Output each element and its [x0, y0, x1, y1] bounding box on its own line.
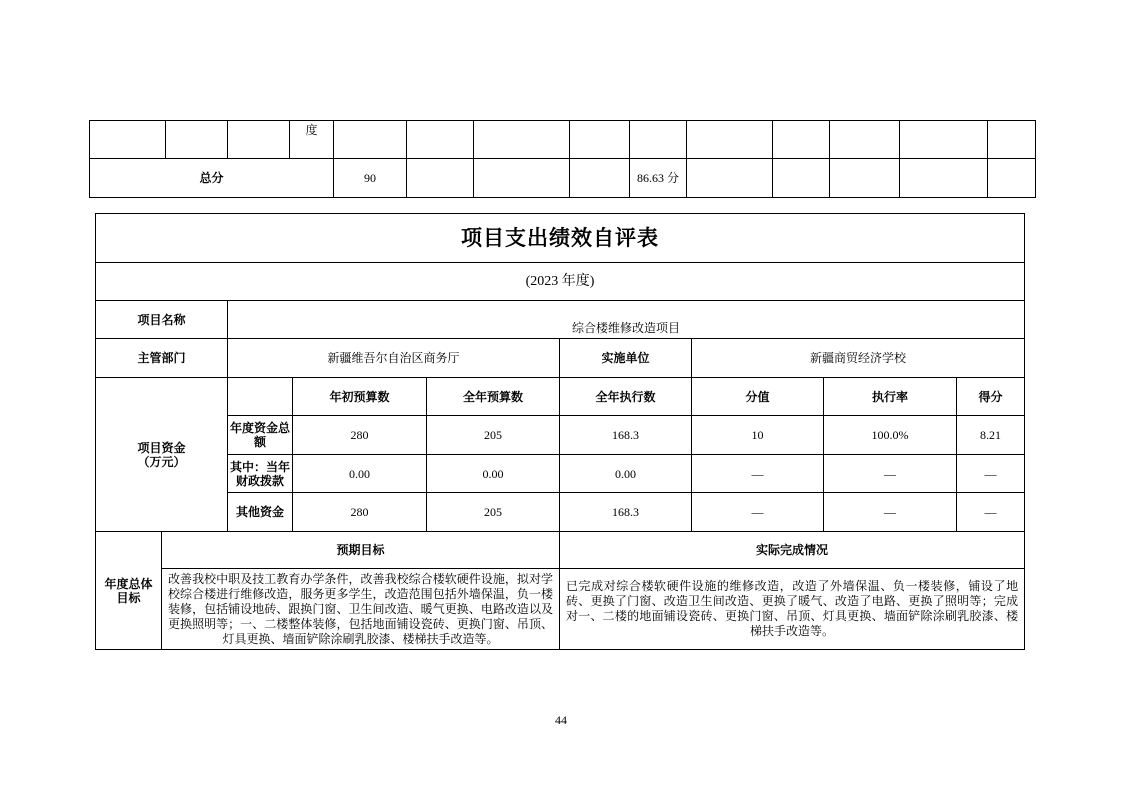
cell-value: 205 [427, 416, 560, 455]
row-label: 其中：当年财政拨款 [228, 455, 293, 493]
total-weight: 90 [334, 159, 407, 198]
dept-label: 主管部门 [96, 339, 228, 378]
cell-value: — [957, 493, 1025, 532]
funds-row [96, 416, 1025, 455]
cell-value: — [692, 493, 824, 532]
cell-value: 168.3 [560, 416, 692, 455]
total-score: 86.63 分 [630, 159, 687, 198]
actual-completion-header: 实际完成情况 [560, 532, 1025, 569]
row-label: 年度资金总额 [228, 416, 293, 455]
page-number: 44 [555, 713, 567, 727]
total-label: 总分 [90, 159, 334, 198]
cell-text: 度 [290, 121, 334, 159]
dept-value: 新疆维吾尔自治区商务厅 [228, 339, 560, 378]
cell-value: 205 [427, 493, 560, 532]
funds-header-row [96, 378, 1025, 416]
header-cell: 执行率 [824, 378, 957, 416]
impl-label: 实施单位 [560, 339, 692, 378]
funds-row [96, 455, 1025, 493]
cell-value: 280 [293, 416, 427, 455]
funds-row [96, 493, 1025, 532]
project-name-label: 项目名称 [96, 301, 228, 339]
goal-label [96, 532, 162, 650]
year-row [96, 263, 1025, 301]
table-row [90, 121, 1036, 159]
header-cell: 全年预算数 [427, 378, 560, 416]
header-cell: 年初预算数 [293, 378, 427, 416]
previous-score-table [89, 120, 1036, 198]
goal-header-row [96, 532, 1025, 569]
funds-label-line1: 项目资金 [137, 440, 186, 455]
cell-value: 0.00 [293, 455, 427, 493]
header-cell: 全年执行数 [560, 378, 692, 416]
expected-goal-text: 改善我校中职及技工教育办学条件，改善我校综合楼软硬件设施，拟对学校综合楼进行维修改造，服务更多学生，改造范围包括外墙保温，负一楼装修，包括铺设地砖、跟换门窗、卫生间改造、暖气更换、电路改造以及更换照明等；一、二楼整体装修，包括地面铺设瓷砖、更换门窗、吊顶、灯具更换、墙面铲除涂刷乳胶漆、楼梯扶手改造等。 [162, 569, 560, 650]
cell-value: 0.00 [560, 455, 692, 493]
goal-text-row [96, 569, 1025, 650]
expected-goal-header: 预期目标 [162, 532, 560, 569]
cell-value: — [957, 455, 1025, 493]
cell-value: 280 [293, 493, 427, 532]
impl-value: 新疆商贸经济学校 [692, 339, 1025, 378]
cell-value: 0.00 [427, 455, 560, 493]
header-cell: 分值 [692, 378, 824, 416]
cell-value: 10 [692, 416, 824, 455]
title-row [96, 214, 1025, 263]
row-label: 其他资金 [228, 493, 293, 532]
actual-completion-text: 已完成对综合楼软硬件设施的维修改造，改造了外墙保温、负一楼装修，铺设了地砖、更换了门窗、改造卫生间改造、更换了暖气、改造了电路、更换了照明等；完成对一、二楼的地面铺设瓷砖、更换门窗、吊顶、灯具更换、墙面铲除涂刷乳胶漆、楼梯扶手改造等。 [560, 569, 1025, 650]
performance-self-evaluation-form [95, 213, 1025, 650]
header-cell: 得分 [957, 378, 1025, 416]
cell-value: — [824, 493, 957, 532]
form-title: 项目支出绩效自评表 [96, 214, 1025, 263]
funds-label-line2: （万元） [137, 454, 186, 469]
total-row [90, 159, 1036, 198]
cell-value: — [824, 455, 957, 493]
goal-label-line2: 目标 [116, 590, 141, 605]
project-name-value: 综合楼维修改造项目 [228, 301, 1025, 339]
cell-value: 100.0% [824, 416, 957, 455]
funds-label [96, 378, 228, 532]
cell-value: 168.3 [560, 493, 692, 532]
form-year: (2023 年度) [96, 263, 1025, 301]
goal-label-line1: 年度总体 [104, 576, 153, 591]
cell-value: — [692, 455, 824, 493]
cell-value: 8.21 [957, 416, 1025, 455]
department-row [96, 339, 1025, 378]
project-name-row [96, 301, 1025, 339]
